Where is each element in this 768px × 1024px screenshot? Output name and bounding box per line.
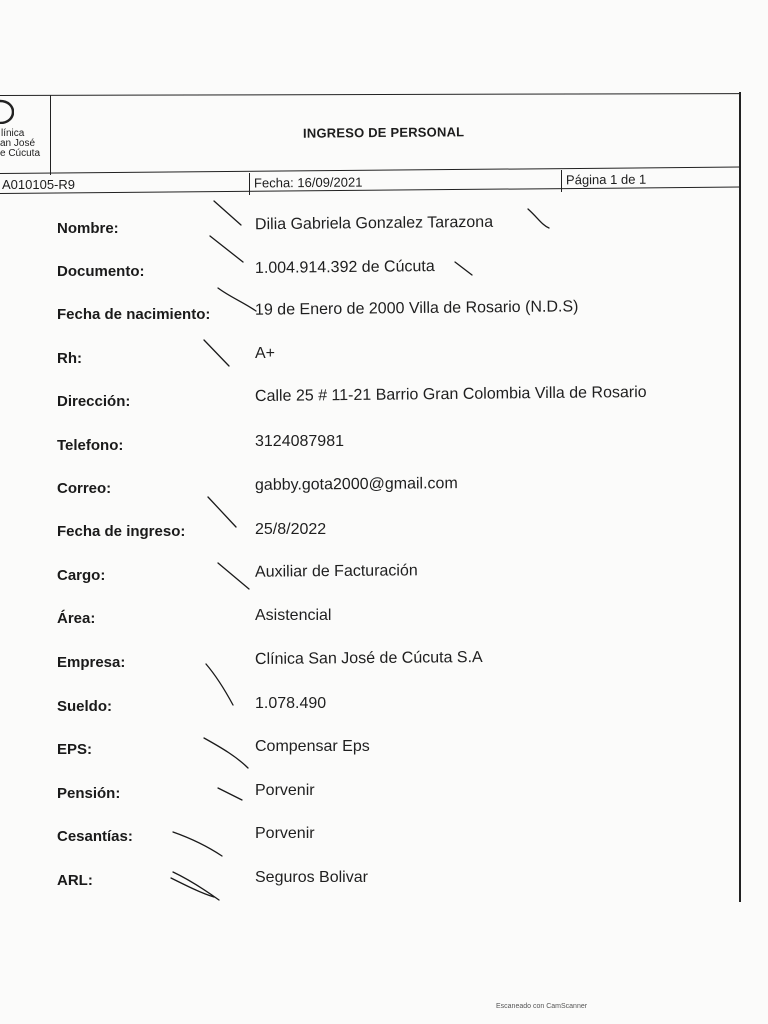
- check-mark-arl-2: [171, 878, 214, 897]
- check-mark-nacimiento: [218, 288, 256, 311]
- clinic-logo: [0, 96, 50, 166]
- page-number: Página 1 de 1: [565, 171, 647, 188]
- check-mark-sueldo: [206, 664, 233, 705]
- check-mark-pension: [218, 788, 242, 800]
- form-date: Fecha: 16/09/2021: [253, 174, 363, 191]
- field-label: Nombre:: [57, 220, 119, 237]
- form-code: A010105-R9: [2, 177, 75, 192]
- check-mark-arl: [173, 872, 219, 900]
- field-value: A+: [255, 345, 276, 362]
- field-label: Cargo:: [57, 567, 106, 584]
- form-title: INGRESO DE PERSONAL: [302, 124, 465, 141]
- header-col-divider-1: [249, 173, 250, 195]
- field-label: Empresa:: [57, 654, 126, 671]
- field-value: 1.078.490: [255, 695, 327, 712]
- check-mark-correo: [208, 497, 236, 527]
- header-left-divider: [50, 95, 51, 175]
- field-label: Correo:: [57, 480, 112, 497]
- field-label: EPS:: [57, 741, 93, 758]
- logo-line-3: e Cúcuta: [0, 148, 41, 159]
- field-value: Porvenir: [255, 782, 315, 799]
- check-mark-cargo: [218, 563, 249, 589]
- field-label: Documento:: [57, 263, 145, 280]
- clinic-logo-icon: [0, 98, 14, 124]
- field-label: Sueldo:: [57, 698, 112, 715]
- field-value: Dilia Gabriela Gonzalez Tarazona: [254, 213, 494, 234]
- field-value: 25/8/2022: [255, 521, 327, 538]
- page-right-border: [739, 92, 741, 902]
- field-value: Asistencial: [255, 607, 332, 624]
- field-label: Dirección:: [57, 393, 131, 410]
- field-label: Área:: [57, 610, 96, 627]
- field-value: 3124087981: [255, 433, 344, 450]
- check-mark-eps: [204, 738, 248, 768]
- check-mark-documento-end: [455, 262, 472, 275]
- field-value: Seguros Bolivar: [255, 869, 368, 886]
- field-label: Fecha de ingreso:: [57, 523, 186, 540]
- logo-line-2: an José: [0, 138, 36, 149]
- field-value: gabby.gota2000@gmail.com: [254, 475, 458, 494]
- field-value: Compensar Eps: [255, 738, 370, 755]
- field-value: Auxiliar de Facturación: [254, 562, 418, 581]
- field-label: ARL:: [57, 872, 93, 889]
- field-label: Pensión:: [57, 785, 121, 802]
- header-col-divider-2: [561, 170, 562, 192]
- check-mark-rh: [204, 340, 229, 366]
- field-value: Clínica San José de Cúcuta S.A: [254, 649, 483, 668]
- check-mark-cesantias: [173, 832, 222, 856]
- field-value: Calle 25 # 11-21 Barrio Gran Colombia Villa de Rosario: [254, 383, 647, 406]
- field-label: Rh:: [57, 350, 82, 367]
- header-top-border: [0, 93, 740, 96]
- field-value: 1.004.914.392 de Cúcuta: [254, 258, 435, 277]
- logo-line-1: línica: [1, 128, 25, 139]
- field-label: Cesantías:: [57, 828, 133, 845]
- check-mark-nombre-end: [528, 209, 549, 228]
- scanner-watermark: Escaneado con CamScanner: [496, 1003, 588, 1010]
- field-label: Fecha de nacimiento:: [57, 306, 211, 323]
- header-bottom-border: [0, 187, 740, 194]
- check-mark-nombre: [214, 201, 241, 225]
- field-value: Porvenir: [255, 825, 315, 842]
- field-label: Telefono:: [57, 437, 124, 454]
- field-value: 19 de Enero de 2000 Villa de Rosario (N.D.S): [254, 298, 579, 319]
- check-mark-documento: [210, 236, 243, 262]
